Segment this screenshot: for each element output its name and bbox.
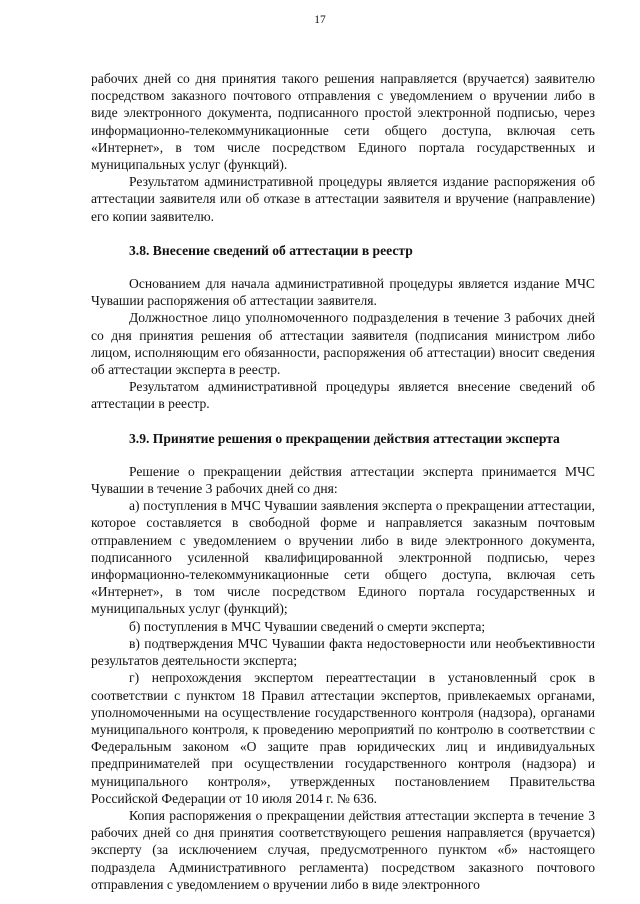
paragraph: Результатом административной процедуры является издание распоряжения об аттестации заявителя или об отказе в аттестации заявителя и вручение (направление) его копии заявителю.	[91, 174, 595, 224]
paragraph: Должностное лицо уполномоченного подразделения в течение 3 рабочих дней со дня принятия решения об аттестации заявителя (подписания министром либо лицом, исполняющим его обязанности, распоряжения об аттестации) вносит сведения об аттестации эксперта в реестр.	[91, 310, 595, 378]
page-number: 17	[314, 14, 326, 26]
list-item-b: б) поступления в МЧС Чувашии сведений о смерти эксперта;	[129, 618, 486, 634]
paragraph: рабочих дней со дня принятия такого решения направляется (вручается) заявителю посредством заказного почтового отправления с уведомлением о вручении либо в виде электронного документа, подписанного простой электронной подписью, через информационно-телекоммуникационные сети общего доступа, включая сеть «Интернет», в том числе посредством Единого портала государственных и муниципальных услуг (функций).	[91, 71, 595, 173]
list-item-g: г) непрохождения экспертом переаттестации в установленный срок в соответствии с пунктом 18 Правил аттестации экспертов, привлекаемых органами, уполномоченными на осуществление государственного контроля (надзора), органами муниципального контроля, к проведению мероприятий по контролю в соответствии с Федеральным законом «О защите прав юридических лиц и индивидуальных предпринимателей при осуществлении государственного контроля (надзора) и муниципального контроля», утвержденных постановлением Правительства Российской Федерации от 10 июля 2014 г. № 636.	[91, 670, 595, 806]
paragraph: Копия распоряжения о прекращении действия аттестации эксперта в течение 3 рабочих дней со дня принятия соответствующего решения направляется (вручается) эксперту (за исключением случая, предусмотренного пунктом «б» настоящего подраздела Административного регламента) посредством заказного почтового отправления с уведомлением о вручении либо в виде электронного	[91, 807, 595, 892]
paragraph: Результатом административной процедуры является внесение сведений об аттестации в реестр.	[91, 379, 595, 412]
paragraph: Основанием для начала административной процедуры является издание МЧС Чувашии распоряжения об аттестации заявителя.	[91, 276, 595, 309]
paragraph: Решение о прекращении действия аттестации эксперта принимается МЧС Чувашии в течение 3 рабочих дней со дня:	[91, 463, 595, 497]
list-item-v: в) подтверждения МЧС Чувашии факта недостоверности или необъективности результатов деятельности эксперта;	[91, 635, 595, 669]
section-heading-3-8: 3.8. Внесение сведений об аттестации в реестр	[129, 242, 413, 258]
section-heading-3-9: 3.9. Принятие решения о прекращении действия аттестации эксперта	[129, 430, 560, 446]
document-body	[91, 70, 595, 893]
list-item-a: а) поступления в МЧС Чувашии заявления эксперта о прекращении аттестации, которое составляется в свободной форме и направляется заказным почтовым отправлением с уведомлением о вручении либо в виде электронного документа, подписанного усиленной квалифицированной электронной подписью, через информационно-телекоммуникационные сети общего доступа, включая сеть «Интернет», в том числе посредством Единого портала государственных и муниципальных услуг (функций);	[91, 498, 595, 617]
